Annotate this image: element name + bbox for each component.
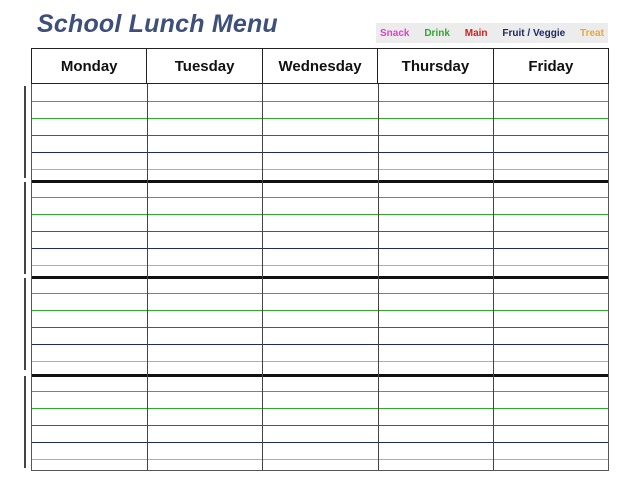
category-row-line	[32, 248, 608, 249]
category-row-line	[32, 265, 608, 266]
week-block	[32, 84, 608, 180]
week-marker-1	[24, 86, 26, 178]
week-marker-3	[24, 278, 26, 370]
category-row-line	[32, 459, 608, 460]
column-divider	[493, 84, 494, 470]
category-row-line	[32, 118, 608, 119]
week-block	[32, 276, 608, 372]
day-header-wednesday: Wednesday	[263, 49, 378, 83]
week-divider	[32, 276, 608, 279]
legend-main: Main	[464, 27, 488, 39]
legend-drink: Drink	[424, 27, 450, 39]
column-divider	[147, 84, 148, 470]
week-marker-4	[24, 376, 26, 468]
day-header-row	[31, 48, 609, 84]
day-header-friday: Friday	[528, 57, 574, 75]
legend-fruit-veggie: Fruit / Veggie	[502, 27, 566, 39]
category-row-line	[32, 135, 608, 136]
page-title: School Lunch Menu	[37, 10, 278, 38]
week-block	[32, 374, 608, 470]
menu-sheet	[31, 48, 609, 471]
column-divider	[262, 84, 263, 470]
category-row-line	[32, 169, 608, 170]
legend-snack: Snack	[380, 27, 410, 39]
category-row-line	[32, 310, 608, 311]
week-divider	[32, 374, 608, 377]
column-divider	[378, 84, 379, 470]
category-row-line	[32, 408, 608, 409]
day-header-monday: Monday	[32, 49, 147, 83]
category-row-line	[32, 214, 608, 215]
week-divider	[32, 180, 608, 183]
category-row-line	[32, 327, 608, 328]
day-header-tuesday: Tuesday	[147, 49, 262, 83]
menu-grid	[31, 84, 609, 471]
category-row-line	[32, 361, 608, 362]
category-row-line	[32, 152, 608, 153]
category-row-line	[32, 293, 608, 294]
category-row-line	[32, 231, 608, 232]
category-row-line	[32, 101, 608, 102]
category-row-line	[32, 344, 608, 345]
category-row-line	[32, 442, 608, 443]
category-row-line	[32, 391, 608, 392]
day-header-thursday: Thursday	[378, 49, 493, 83]
week-marker-2	[24, 182, 26, 274]
category-legend	[376, 23, 608, 43]
legend-treat: Treat	[580, 27, 604, 39]
week-block	[32, 180, 608, 276]
category-row-line	[32, 197, 608, 198]
category-row-line	[32, 425, 608, 426]
